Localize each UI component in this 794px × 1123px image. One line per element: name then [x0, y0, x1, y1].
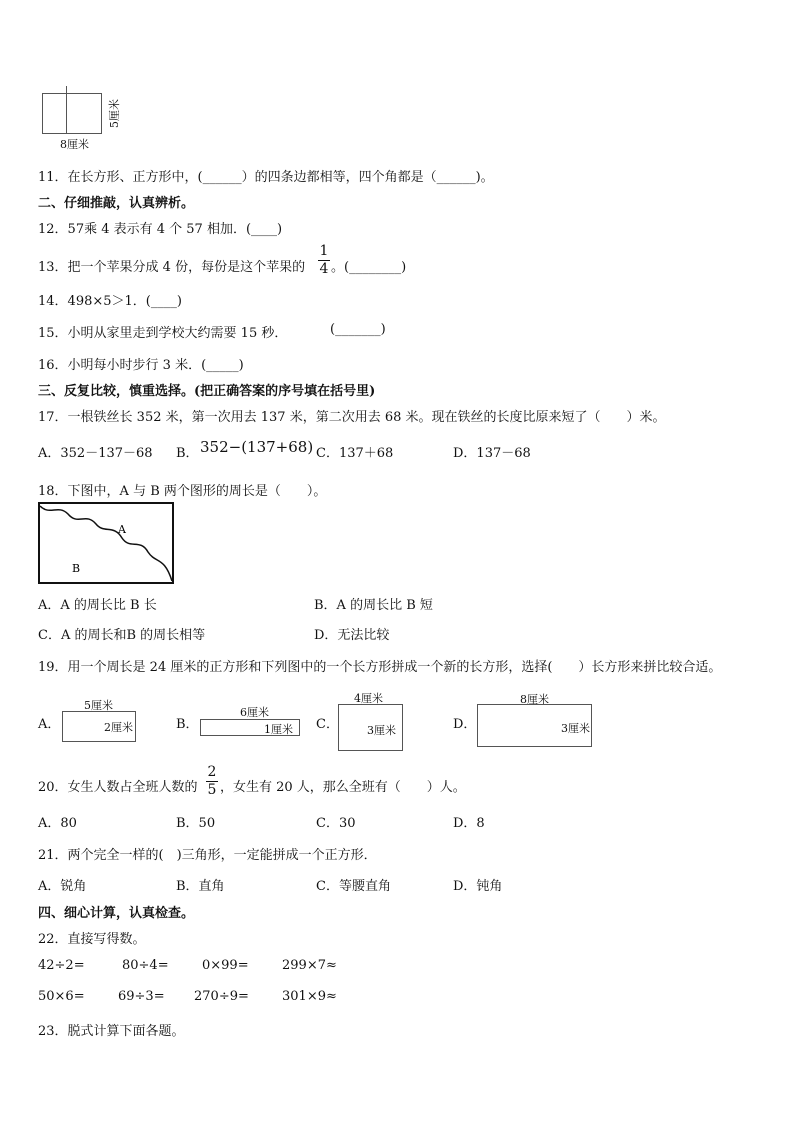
option-18c: C．A 的周长和B 的周长相等: [38, 628, 206, 643]
question-14: 14．498×5＞1．(____): [38, 294, 182, 309]
option-20d: D．8: [453, 816, 485, 831]
question-15: 15．小明从家里走到学校大约需要 15 秒．: [38, 326, 288, 341]
question-11: 11．在长方形、正方形中，(______）的四条边都相等，四个角都是（______)。: [38, 170, 494, 185]
label-8cm: 8厘米: [60, 138, 89, 151]
question-19: 19．用一个周长是 24 厘米的正方形和下列图中的一个长方形拼成一个新的长方形，选择( ）长方形来拼比较合适。: [38, 660, 722, 675]
section-3-heading: 三、反复比较，慎重选择。(把正确答案的序号填在括号里): [38, 384, 376, 399]
option-19d-letter: D．: [453, 717, 477, 732]
question-20-text: 20．女生人数占全班人数的: [38, 780, 198, 795]
denominator: 4: [319, 261, 329, 277]
calc-item: 80÷4=: [122, 958, 169, 973]
option-17d: D．137－68: [453, 446, 531, 461]
option-18a: A．A 的周长比 B 长: [38, 598, 157, 613]
question-12: 12．57乘 4 表示有 4 个 57 相加．(____): [38, 222, 283, 237]
option-18d: D．无法比较: [314, 628, 390, 643]
option-19c-letter: C．: [316, 717, 339, 732]
calc-item: 50×6=: [38, 989, 85, 1004]
calc-item: 270÷9=: [194, 989, 249, 1004]
section-2-heading: 二、仔细推敲，认真辨析。: [38, 196, 195, 211]
option-19c-side-label: 3厘米: [367, 724, 396, 737]
q18-figure: [38, 502, 174, 584]
option-19a-letter: A．: [38, 717, 61, 732]
region-b-label: B: [72, 562, 81, 575]
option-19a-top-label: 5厘米: [84, 699, 113, 712]
option-20c: C．30: [316, 816, 356, 831]
question-15-blank: (_______): [330, 322, 386, 337]
option-17b-formula: 352−(137+68): [200, 438, 314, 456]
option-18b: B．A 的周长比 B 短: [314, 598, 433, 613]
outer-rectangle: [39, 503, 173, 583]
question-22: 22．直接写得数。: [38, 932, 146, 947]
question-21: 21．两个完全一样的( )三角形，一定能拼成一个正方形．: [38, 848, 377, 863]
option-19b-side-label: 1厘米: [264, 723, 293, 736]
question-17: 17．一根铁丝长 352 米，第一次用去 137 米，第二次用去 68 米。现在铁丝的长度比原来短了（ ）米。: [38, 410, 666, 425]
option-20a: A．80: [38, 816, 77, 831]
rectangle-8x5: [42, 93, 102, 134]
numerator: 1: [319, 243, 329, 259]
question-20-text-end: ，女生有 20 人，那么全班有（ ）人。: [220, 780, 466, 795]
option-21b: B．直角: [176, 879, 225, 894]
option-19d-top-label: 8厘米: [520, 693, 549, 706]
calc-item: 42÷2=: [38, 958, 85, 973]
question-13-blank: 。(________): [331, 260, 407, 275]
region-a-label: A: [118, 523, 126, 536]
question-23: 23．脱式计算下面各题。: [38, 1024, 185, 1039]
option-19a-side-label: 2厘米: [104, 721, 133, 734]
fraction-one-quarter: [318, 244, 330, 277]
question-18: 18．下图中，A 与 B 两个图形的周长是（ ）。: [38, 484, 327, 499]
option-19d-side-label: 3厘米: [561, 722, 590, 735]
calc-item: 69÷3=: [118, 989, 165, 1004]
calc-item: 301×9≈: [282, 989, 337, 1004]
option-19c-top-label: 4厘米: [354, 692, 383, 705]
fraction-two-fifths: [206, 765, 218, 798]
option-19b-letter: B．: [176, 717, 199, 732]
question-16: 16．小明每小时步行 3 米．(_____): [38, 358, 244, 373]
option-17c: C．137＋68: [316, 446, 394, 461]
option-20b: B．50: [176, 816, 216, 831]
option-19b-top-label: 6厘米: [240, 706, 269, 719]
option-17a: A．352－137－68: [38, 446, 153, 461]
denominator: 5: [207, 782, 217, 798]
label-5cm: 5厘米: [108, 99, 121, 128]
wavy-divider: [40, 506, 172, 581]
calc-item: 0×99=: [202, 958, 249, 973]
question-13-text: 13．把一个苹果分成 4 份，每份是这个苹果的: [38, 260, 306, 275]
section-4-heading: 四、细心计算，认真检查。: [38, 906, 195, 921]
option-17b-letter: B．: [176, 446, 199, 461]
divider-line: [66, 86, 67, 134]
option-21d: D．钝角: [453, 879, 503, 894]
option-21c: C．等腰直角: [316, 879, 391, 894]
option-21a: A．锐角: [38, 879, 87, 894]
calc-item: 299×7≈: [282, 958, 337, 973]
numerator: 2: [207, 764, 217, 780]
